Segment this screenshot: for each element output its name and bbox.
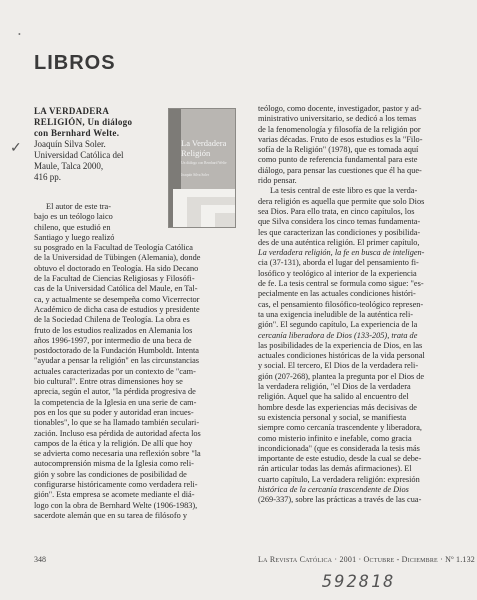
bibliographic-line: Joaquín Silva Soler. [34,139,106,149]
text-line: ta una exigencia ineludible de la auténtica reli- [258,309,414,319]
text-line: como punto de referencia fundamental para este [258,155,418,165]
text-line: religión. Aquel que ha salido al encuentro del [258,392,409,402]
text-line: varias décadas. Fruto de esos estudios es la "Filo- [258,134,423,144]
cover-title-line: Religión [181,148,211,158]
text-line: gión y sobre las condiciones de posibilidad de [34,469,187,479]
text-line: teólogo, como docente, investigador, pastor y ad- [258,104,422,113]
text-line: gión". Esta empresa se acomete mediante el diá- [34,490,195,500]
text-line: sacerdote alemán que en su tarea de filósofo y [34,510,187,520]
text-line: años 1996-1997, por intermedio de una beca de [34,335,192,345]
review-title-line: RELIGIÓN, Un diálogo [34,117,133,127]
text-line: gión". El segundo capítulo, La experiencia de la [258,320,418,330]
bibliographic-line: Maule, Talca 2000, [34,161,104,171]
text-line: cercanía liberadora de Dios (133-205), trata de [258,330,418,340]
text-line: siempre como cercanía trascendente y liberadora, [258,423,423,433]
text-line: rido pensar. [258,176,297,186]
text-line: hombre desde las experiencias más decisivas de [258,402,417,412]
cover-title [181,139,226,158]
bibliographic-line: Universidad Católica del [34,150,124,160]
section-heading: LIBROS [34,52,116,74]
text-line: (269-337), sobre las prácticas a través de las cua- [258,495,422,505]
text-line: la competencia de la Iglesia en una serie de cam- [34,397,197,407]
text-line: fruto de los estudios realizados en Alemania los [34,325,193,335]
text-line: como misterio infinito e inefable, como gracia [258,433,412,443]
text-line: su posgrado en la Facultad de Teología Católica [34,243,193,253]
text-line: les que caracterizan las condiciones y posibilida- [258,227,421,237]
text-line: actuales caracterizadas por un contexto de "cam- [34,366,196,376]
text-line: "ayudar a pensar la religión" en las circunstancias [34,356,200,366]
text-line: sea Dios. Para ello trata, en cinco capítulos, los [258,206,415,216]
text-line: configurarse históricamente como verdadera reli- [34,480,198,490]
text-line: incondicionada" (que es considerada la tesis más [258,443,420,453]
text-line: sofía de la Religión" (1978), que es tomada aquí [258,145,419,155]
text-line: cia (37-131), aborda el lugar del pensamiento fi- [258,258,419,268]
cover-title-line: La Verdadera [181,139,227,148]
text-line: ca, y actualmente se desempeña como Vicerrector [34,294,200,304]
text-line: bio cultural". Entre otras dimensiones hoy se [34,377,183,387]
text-line: bajo es un teólogo laico [34,212,113,222]
text-line: El autor de este tra- [46,202,111,211]
text-line: cas de la Universidad Católica del Maule, en Tal- [34,284,198,294]
text-line: diálogo, para pensar las cuestiones que él ha que- [258,165,422,175]
text-line: aprecia, según el autor, "la pérdida progresiva de [34,387,196,397]
margin-mark: • [18,30,21,39]
left-column-text [34,202,244,521]
text-line: autocomprensión misma de la Iglesia como reli- [34,459,194,469]
text-line: zación. Incluso esa pérdida de autoridad afecta los [34,428,201,438]
text-line: histórica de la cercanía trascendente de Dios [258,484,409,494]
text-line: se advierta como necesaria una reflexión sobre "la [34,449,201,459]
text-line: cas, el pensamiento filosófico-teológico represen- [258,299,424,309]
review-header [34,106,164,183]
text-line: Santiago y luego realizó [34,232,115,242]
review-title-line: LA VERDADERA [34,106,110,116]
text-line: cuarto capítulo, La verdadera religión: expresión [258,474,420,484]
text-line: La verdadera religión, la fe en busca de inteligen- [258,248,425,258]
margin-check-mark: ✓ [10,141,22,156]
bibliographic-line: 416 pp. [34,172,61,182]
right-column-text [258,104,454,506]
cover-subtitle: Un diálogo con Bernhard Welte [181,161,227,165]
text-line: des de una auténtica religión. El primer capítulo, [258,237,420,247]
text-line: de la Facultad de Ciencias Religiosas y Filosófi- [34,274,195,284]
text-line: actuales condiciones históricas de la vida personal [258,351,425,361]
text-line: las posibilidades de la experiencia de Dios, en las [258,340,423,350]
text-line: logo con la obra de Bernhard Welte (1906-1983), [34,500,198,510]
cover-author: Joaquín Silva Soler [181,173,209,177]
text-line: su existencia personal y social, se manifiesta [258,412,407,422]
text-line: gión (207-268), plantea la pregunta por el Dios de [258,371,425,381]
review-title-line: con Bernhard Welte. [34,128,120,138]
text-line: Académico de dicha casa de estudios y presidente [34,304,200,314]
text-line: de la Universidad de Tübingen (Alemania), donde [34,253,201,263]
text-line: pos en los que su poder y autoridad eran incues- [34,407,194,417]
page-number: 348 [34,555,46,564]
catalog-number: 592818 [322,572,396,592]
text-line: ministrativo universitario, se dedicó a los temas [258,114,417,124]
text-line: y social. El tercero, El Dios de la verdadera reli- [258,361,419,371]
text-line: dera religión es aquella que permite que solo Dios [258,196,425,206]
text-line: de fe. La tesis central se formula como sigue: "es- [258,279,424,289]
text-line: que Silva considera los cinco temas fundamenta- [258,217,421,227]
text-line: La tesis central de este libro es que la verda- [270,186,418,196]
text-line: postdoctorado de la Fundación Humboldt. Intenta [34,346,199,356]
text-line: la verdadera religión, "el Dios de la verdadera [258,382,411,392]
text-line: de la fenomenología y filosofía de la religión por [258,124,421,134]
text-line: obtuvo el doctorado en Teología. Ha sido Decano [34,263,199,273]
text-line: de la Sociedad Chilena de Teología. La obra es [34,315,190,325]
journal-footer: La Revista Católica · 2001 · Octubre - Diciembre · Nº 1.132 [258,555,476,564]
text-line: campos de la ética y la religión. De allí que hoy [34,438,193,448]
text-line: pecialmente en las actuales condiciones históri- [258,289,416,299]
text-line: losófico y teológico al interior de la experiencia [258,268,417,278]
text-line: chileno, que estudió en [34,222,111,232]
text-line: importante de este estudio, desde la cual se debe- [258,454,422,464]
text-line: tionables", lo que se ha llamado también seculari- [34,418,200,428]
text-line: rán articular todas las demás afirmaciones). El [258,464,412,474]
